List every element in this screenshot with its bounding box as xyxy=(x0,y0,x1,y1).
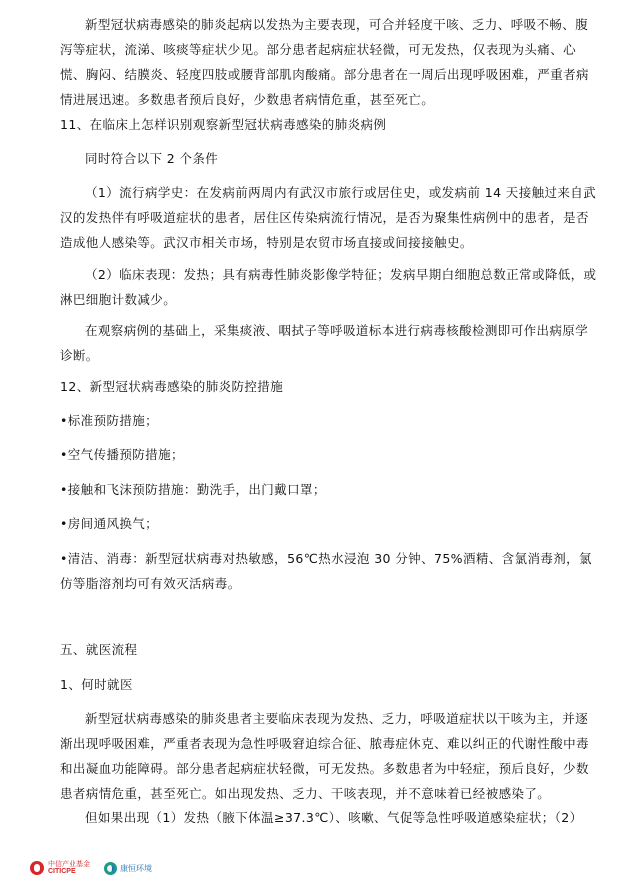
citicpe-logo-cn: 中信产业基金 xyxy=(48,860,90,868)
paragraph-diagnosis: 在观察病例的基础上，采集痰液、咽拭子等呼吸道标本进行病毒核酸检测即可作出病原学诊断。 xyxy=(60,323,589,363)
paragraph-conditions: 同时符合以下 2 个条件 xyxy=(85,151,219,166)
footer-logos xyxy=(30,858,152,878)
heading-5-1: 1、何时就医 xyxy=(60,677,133,692)
bullet-disinfection: •清洁、消毒：新型冠状病毒对热敏感，56℃热水浸泡 30 分钟、75%酒精、含氯消毒剂，氯仿等脂溶剂均可有效灭活病毒。 xyxy=(60,551,592,591)
kangheng-logo xyxy=(104,862,152,875)
bullet-standard: •标准预防措施； xyxy=(60,413,159,428)
paragraph-if-symptoms: 但如果出现（1）发热（腋下体温≥37.3℃）、咳嗽、气促等急性呼吸道感染症状；（2） xyxy=(85,810,583,825)
paragraph-symptoms: 新型冠状病毒感染的肺炎起病以发热为主要表现，可合并轻度干咳、乏力、呼吸不畅、腹泻等症状，流涕、咳痰等症状少见。部分患者起病症状轻微，可无发热，仅表现为头痛、心慌、胸闷、结膜炎、轻度四肢或腰背部肌肉酸痛。部分患者在一周后出现呼吸困难，严重者病情进展迅速。多数患者预后良好，少数患者病情危重，甚至死亡。 xyxy=(60,17,589,107)
heading-section-5: 五、就医流程 xyxy=(60,642,138,657)
paragraph-epidemiology: （1）流行病学史：在发病前两周内有武汉市旅行或居住史，或发病前 14 天接触过来自武汉的发热伴有呼吸道症状的患者，居住区传染病流行情况，是否为聚集性病例中的患者，是否造成他人感染等。武汉市相关市场，特别是农贸市场直接或间接接触史。 xyxy=(60,185,597,250)
bullet-contact: •接触和飞沫预防措施：勤洗手，出门戴口罩； xyxy=(60,482,326,497)
kangheng-logo-cn: 康恒环境 xyxy=(120,863,152,873)
heading-11: 11、在临床上怎样识别观察新型冠状病毒感染的肺炎病例 xyxy=(60,117,387,132)
paragraph-when-to-see-doctor: 新型冠状病毒感染的肺炎患者主要临床表现为发热、乏力，呼吸道症状以干咳为主，并逐渐出现呼吸困难，严重者表现为急性呼吸窘迫综合征、脓毒症休克、难以纠正的代谢性酸中毒和出凝血功能障碍。部分患者起病症状轻微，可无发热。多数患者为中轻症，预后良好，少数患者病情危重，甚至死亡。如出现发热、乏力、干咳表现，并不意味着已经被感染了。 xyxy=(60,711,589,801)
citicpe-logo-icon xyxy=(30,861,44,875)
bullet-airborne: •空气传播预防措施； xyxy=(60,447,184,462)
citicpe-logo xyxy=(30,860,90,876)
kangheng-logo-icon xyxy=(104,862,117,875)
heading-12: 12、新型冠状病毒感染的肺炎防控措施 xyxy=(60,379,284,394)
citicpe-logo-en: CITICPE xyxy=(48,868,76,875)
paragraph-clinical: （2）临床表现：发热；具有病毒性肺炎影像学特征；发病早期白细胞总数正常或降低，或淋巴细胞计数减少。 xyxy=(60,267,597,307)
bullet-ventilation: •房间通风换气； xyxy=(60,516,159,531)
